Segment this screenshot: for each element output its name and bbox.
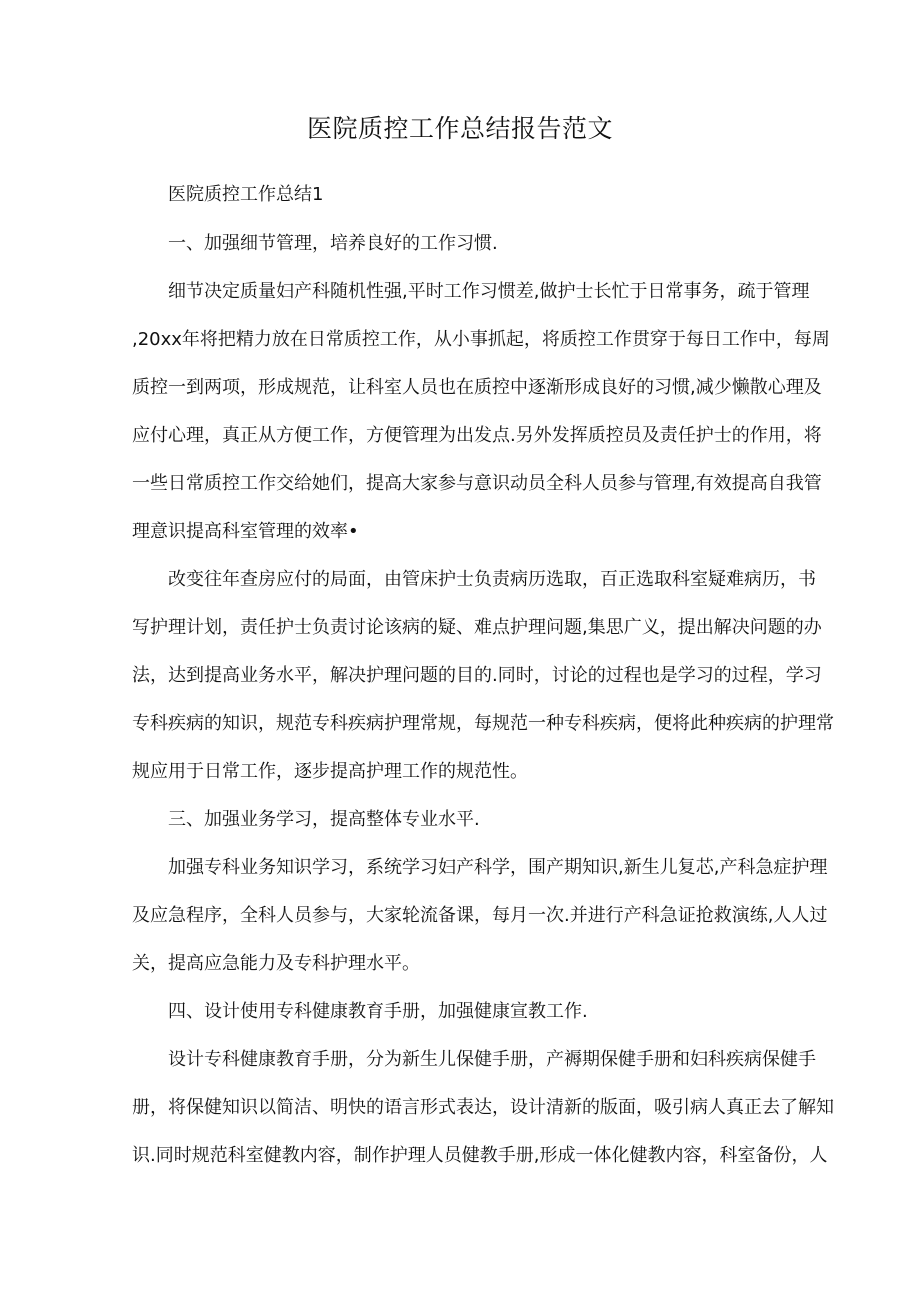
- paragraph-line: 改变往年查房应付的局面，由管床护士负责病历选取，百正选取科室疑难病历，书: [168, 569, 816, 590]
- paragraph-line: 及应急程序，全科人员参与，大家轮流备课，每月一次.并进行产科急证抢救演练,人人过: [132, 905, 828, 926]
- paragraph-line: 写护理计划，责任护士负责讨论该病的疑、难点护理问题,集思广义，提出解决问题的办: [132, 617, 822, 638]
- paragraph-line: 册，将保健知识以简洁、明快的语言形式表达，设计清新的版面，吸引病人真正去了解知: [132, 1097, 834, 1118]
- paragraph-line: ,20xx年将把精力放在日常质控工作，从小事抓起，将质控工作贯穿于每日工作中，每周: [132, 329, 830, 350]
- paragraph-line: 法，达到提高业务水平，解决护理问题的目的.同时，讨论的过程也是学习的过程，学习: [132, 665, 822, 686]
- section-3-heading: 三、加强业务学习，提高整体专业水平.: [168, 809, 480, 830]
- subtitle: 医院质控工作总结1: [168, 184, 324, 205]
- paragraph-line: 一些日常质控工作交给她们，提高大家参与意识动员全科人员参与管理,有效提高自我管: [132, 473, 822, 494]
- section-4-heading: 四、设计使用专科健康教育手册，加强健康宣教工作.: [168, 1001, 588, 1022]
- paragraph-line: 理意识提高科室管理的效率•: [132, 521, 359, 542]
- paragraph-line: 设计专科健康教育手册，分为新生儿保健手册，产褥期保健手册和妇科疾病保健手: [168, 1049, 816, 1070]
- paragraph-line: 关，提高应急能力及专科护理水平。: [132, 953, 420, 974]
- paragraph-line: 加强专科业务知识学习，系统学习妇产科学，围产期知识,新生儿复芯,产科急症护理: [168, 857, 828, 878]
- paragraph-line: 专科疾病的知识，规范专科疾病护理常规，每规范一种专科疾病，便将此种疾病的护理常: [132, 713, 834, 734]
- paragraph-line: 规应用于日常工作，逐步提高护理工作的规范性。: [132, 761, 528, 782]
- paragraph-line: 应付心理，真正从方便工作，方便管理为出发点.另外发挥质控员及责任护士的作用，将: [132, 425, 822, 446]
- paragraph-line: 质控一到两项，形成规范，让科室人员也在质控中逐渐形成良好的习惯,减少懒散心理及: [132, 377, 822, 398]
- section-1-heading: 一、加强细节管理，培养良好的工作习惯.: [168, 233, 498, 254]
- paragraph-line: 细节决定质量妇产科随机性强,平时工作习惯差,做护士长忙于日常事务，疏于管理: [168, 281, 810, 302]
- document-title: 医院质控工作总结报告范文: [306, 114, 613, 143]
- paragraph-line: 识.同时规范科室健教内容，制作护理人员健教手册,形成一体化健教内容，科室备份，人: [132, 1145, 828, 1166]
